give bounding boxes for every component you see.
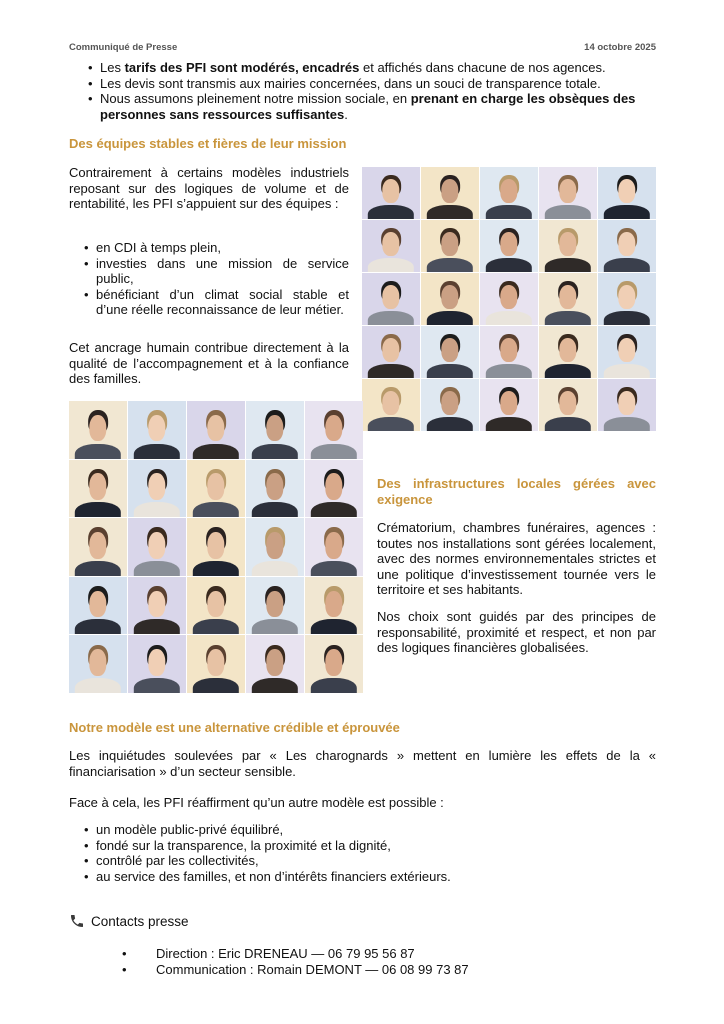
team-portrait <box>187 460 245 518</box>
team-portrait <box>362 326 420 378</box>
team-portrait <box>598 273 656 325</box>
team-portrait <box>128 577 186 635</box>
section-title-model: Notre modèle est une alternative crédible et éprouvée <box>69 720 400 735</box>
team-portrait <box>421 220 479 272</box>
model-bullet: • fondé sur la transparence, la proximité et la dignité, <box>82 838 642 854</box>
team-portrait <box>480 326 538 378</box>
team-portrait <box>421 273 479 325</box>
team-portrait <box>305 460 363 518</box>
team-portrait <box>128 518 186 576</box>
team-portrait <box>305 635 363 693</box>
team-portrait <box>128 460 186 518</box>
teams-bullet: • investies dans une mission de service public, <box>82 256 349 287</box>
teams-bullet: • bénéficiant d’un climat social stable et d’une réelle reconnaissance de leur métier. <box>82 287 349 318</box>
team-portrait <box>69 518 127 576</box>
intro-bullet: • Les tarifs des PFI sont modérés, encadrés et affichés dans chacune de nos agences. <box>86 60 658 76</box>
team-portrait <box>187 577 245 635</box>
contacts-list <box>122 946 622 977</box>
phone-icon <box>69 913 85 930</box>
team-portrait <box>128 401 186 459</box>
model-bullet: • contrôlé par les collectivités, <box>82 853 642 869</box>
header-label: Communiqué de Presse <box>69 42 178 53</box>
team-portrait <box>246 577 304 635</box>
team-portrait <box>362 167 420 219</box>
team-portrait <box>187 635 245 693</box>
team-portrait <box>362 220 420 272</box>
model-bullet-list <box>82 822 642 884</box>
team-portrait <box>305 401 363 459</box>
team-portrait <box>69 401 127 459</box>
team-portrait <box>69 577 127 635</box>
contact-item: • Communication : Romain DEMONT — 06 08 99 73 87 <box>122 961 469 977</box>
team-portrait <box>598 167 656 219</box>
section-infrastructure-paragraph-2: Nos choix sont guidés par des principes de responsabilité, proximité et respect, et non par des logiques financières globalisées. <box>377 609 656 655</box>
team-portrait <box>246 460 304 518</box>
team-portrait <box>69 460 127 518</box>
intro-bullet: • Nous assumons pleinement notre mission sociale, en prenant en charge les obsèques des personnes sans ressources suffisantes. <box>86 91 658 122</box>
teams-bullet: • en CDI à temps plein, <box>82 240 349 256</box>
team-portrait <box>421 326 479 378</box>
team-portrait <box>305 577 363 635</box>
section-model-paragraph-2: Face à cela, les PFI réaffirment qu’un autre modèle est possible : <box>69 795 444 810</box>
team-portrait <box>421 167 479 219</box>
team-portrait <box>187 518 245 576</box>
team-portrait <box>539 220 597 272</box>
team-portrait <box>362 379 420 431</box>
team-photo-grid-bottom <box>69 401 363 693</box>
team-portrait <box>539 326 597 378</box>
team-portrait <box>128 635 186 693</box>
teams-bullet-list <box>82 240 349 318</box>
team-portrait <box>421 379 479 431</box>
team-portrait <box>598 220 656 272</box>
team-portrait <box>480 167 538 219</box>
team-portrait <box>539 273 597 325</box>
section-title-teams: Des équipes stables et fières de leur mission <box>69 136 347 151</box>
team-portrait <box>362 273 420 325</box>
contact-item: • Direction : Eric DRENEAU — 06 79 95 56 87 <box>122 946 415 961</box>
team-portrait <box>539 379 597 431</box>
model-bullet: • au service des familles, et non d’intérêts financiers extérieurs. <box>82 869 642 885</box>
team-portrait <box>246 518 304 576</box>
team-portrait <box>480 220 538 272</box>
section-title-infrastructure: Des infrastructures locales gérées avec exigence <box>377 476 656 507</box>
team-portrait <box>246 401 304 459</box>
team-portrait <box>69 635 127 693</box>
team-portrait <box>539 167 597 219</box>
header-date: 14 octobre 2025 <box>584 42 656 53</box>
team-portrait <box>480 379 538 431</box>
section-teams-paragraph: Contrairement à certains modèles industriels reposant sur des logiques de volume et de rentabilité, les PFI s’appuient sur des équipes : <box>69 165 349 211</box>
team-portrait <box>246 635 304 693</box>
section-model-paragraph: Les inquiétudes soulevées par « Les charognards » mettent en lumière les effets de la « financiarisation » d’un secteur sensible. <box>69 748 656 779</box>
team-portrait <box>598 326 656 378</box>
team-portrait <box>480 273 538 325</box>
contacts-title: Contacts presse <box>91 914 189 929</box>
team-portrait <box>598 379 656 431</box>
team-portrait <box>187 401 245 459</box>
contacts-heading <box>69 913 189 930</box>
team-photo-grid-top <box>362 167 656 431</box>
model-bullet: • un modèle public-privé équilibré, <box>82 822 642 838</box>
section-infrastructure-paragraph: Crématorium, chambres funéraires, agences : toutes nos installations sont gérées localement, avec des normes environnementales strictes et une politique d’investissement tournée vers le territoire et ses habitants. <box>377 520 656 597</box>
team-portrait <box>305 518 363 576</box>
section-teams-conclusion: Cet ancrage humain contribue directement à la qualité de l’accompagnement et à la confiance des familles. <box>69 340 349 386</box>
intro-bullet-list <box>86 60 658 122</box>
intro-bullet: • Les devis sont transmis aux mairies concernées, dans un souci de transparence totale. <box>86 76 658 92</box>
